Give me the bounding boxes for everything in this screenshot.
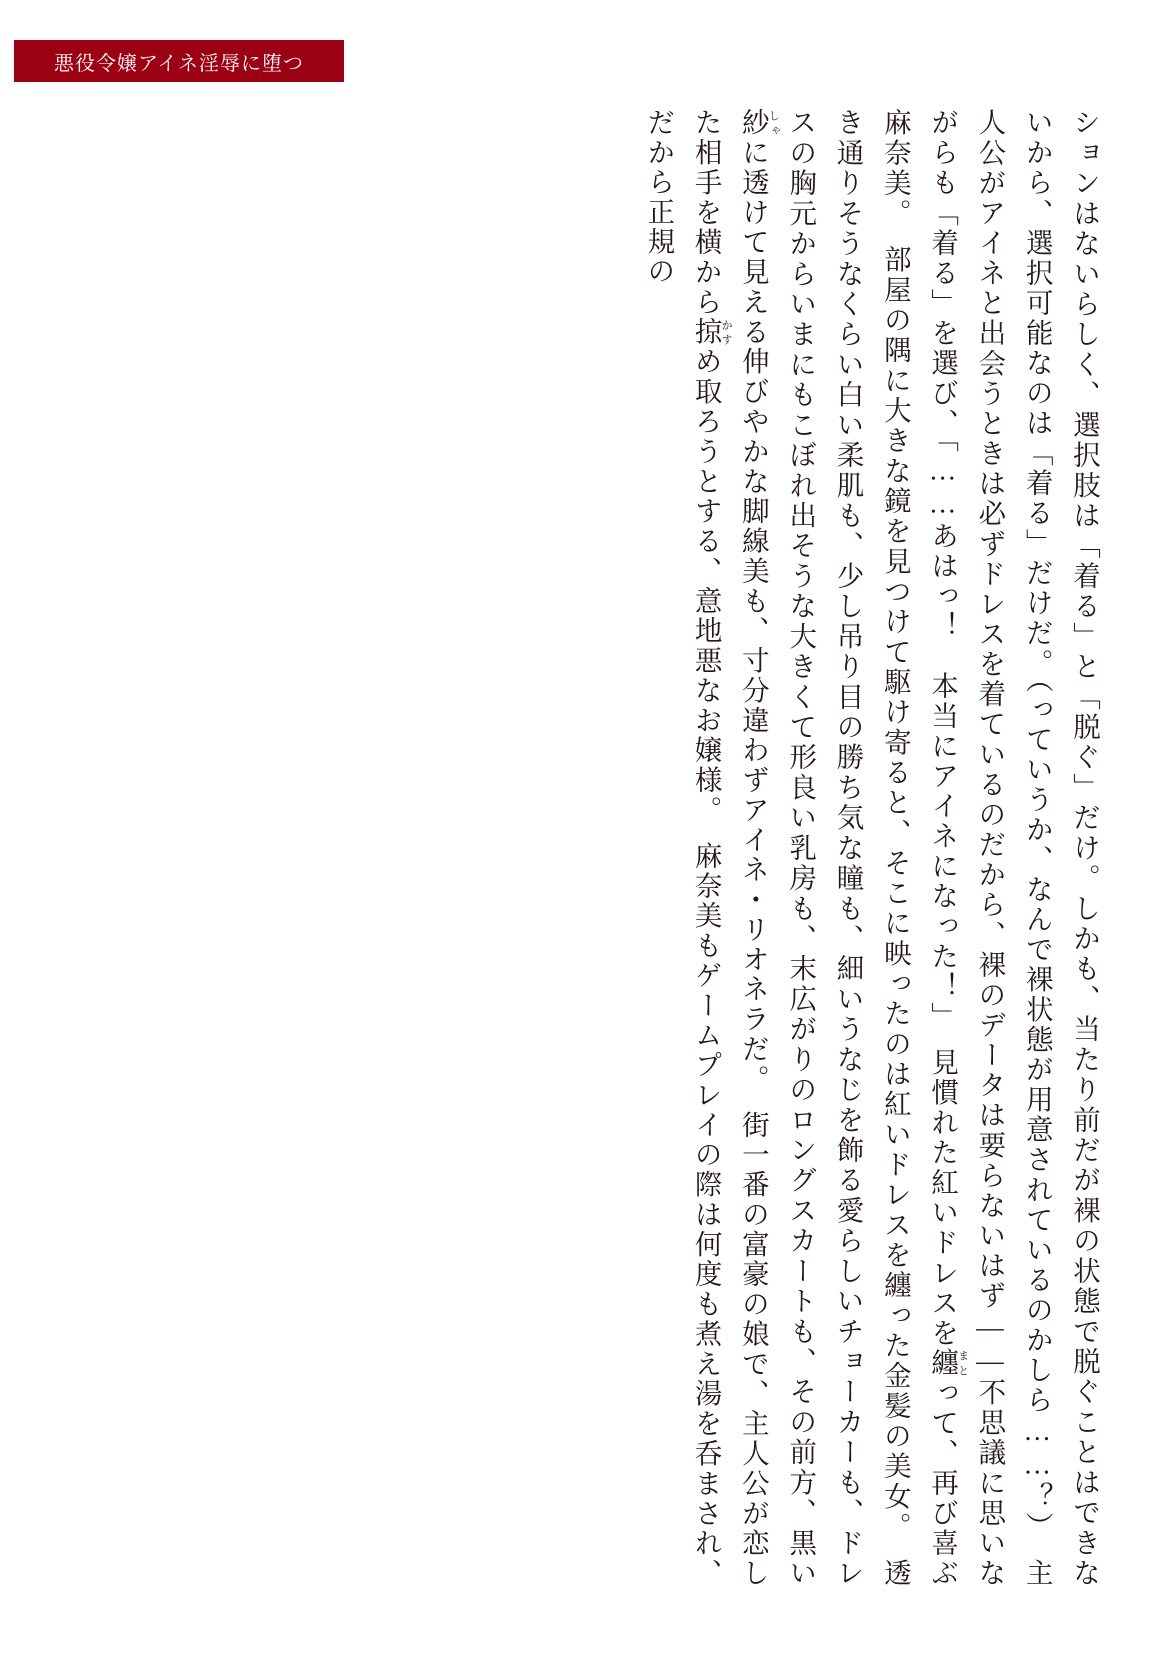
line-15: なお嬢様。 麻奈美もゲームプレイの際は何度も煮え湯を呑まされ、だから正規の bbox=[643, 108, 722, 1589]
line-12-a: 形良い乳房も、末広がりのロングスカートも、その前方、黒い bbox=[785, 742, 817, 1589]
line-6: 「……あはっ！ 本当にアイネになった！」 bbox=[927, 438, 959, 1018]
line-1: ションはないらしく、選択肢は「着る」と「脱ぐ」だけ。しかも、当たり前だが bbox=[1069, 108, 1100, 1196]
line-14-b: め取ろうとする、意地悪 bbox=[690, 347, 722, 676]
ruby-reading-3: かす bbox=[720, 317, 733, 347]
line-10: 透き通りそうなくらい白い柔肌も、少し吊り目の勝ち気な瞳も、細いうなじを bbox=[832, 108, 911, 1588]
ruby-matou bbox=[927, 1348, 969, 1379]
line-7-a: 見慣れた紅いドレスを bbox=[927, 1017, 959, 1349]
paragraph-block bbox=[635, 108, 1108, 1588]
line-14-a: 街一番の富豪の娘で、主人公が恋した相手を横から bbox=[690, 108, 769, 1589]
ruby-base-1: 纏 bbox=[927, 1348, 959, 1379]
line-11: 飾る愛らしいチョーカーも、ドレスの胸元からいまにもこぼれ出そうな大きくて bbox=[785, 108, 864, 1588]
chapter-title-text: 悪役令嬢アイネ淫辱に堕つ bbox=[54, 50, 304, 75]
ruby-sha bbox=[737, 108, 780, 138]
ruby-reading-2: しゃ bbox=[767, 108, 780, 138]
line-13: 伸びやかな脚線美も、寸分違わずアイネ・リオネラだ。 bbox=[737, 347, 769, 1081]
line-8: 部屋の隅に大きな鏡を見つけて駆け寄ると、そこに映ったのは紅いドレスを纏 bbox=[879, 214, 911, 1301]
line-9: った金髪の美女。 bbox=[879, 1300, 911, 1529]
ruby-kasume bbox=[690, 317, 733, 348]
line-7-b: って、再び喜ぶ麻奈美。 bbox=[879, 108, 959, 1589]
ruby-base-2: 紗 bbox=[737, 108, 769, 138]
line-2: 裸の状態で脱ぐことはできないから、選択可能なのは「着る」だけだ。 bbox=[1021, 108, 1100, 1588]
line-4: 主人公がアイネと出会うときは必ずドレスを着ているのだから、裸のデータは bbox=[974, 108, 1053, 1588]
line-12-b: に透けて見える bbox=[737, 137, 769, 348]
chapter-title-banner bbox=[14, 40, 344, 82]
ruby-base-3: 掠 bbox=[690, 317, 722, 348]
ruby-reading-1: まと bbox=[956, 1348, 969, 1378]
page-text-body bbox=[58, 108, 1108, 1588]
line-3: （っていうか、なんで裸状態が用意されているのかしら……？） bbox=[1021, 678, 1053, 1529]
line-5: 要らないはず――不思議に思いながらも「着る」を選び、 bbox=[927, 108, 1006, 1589]
